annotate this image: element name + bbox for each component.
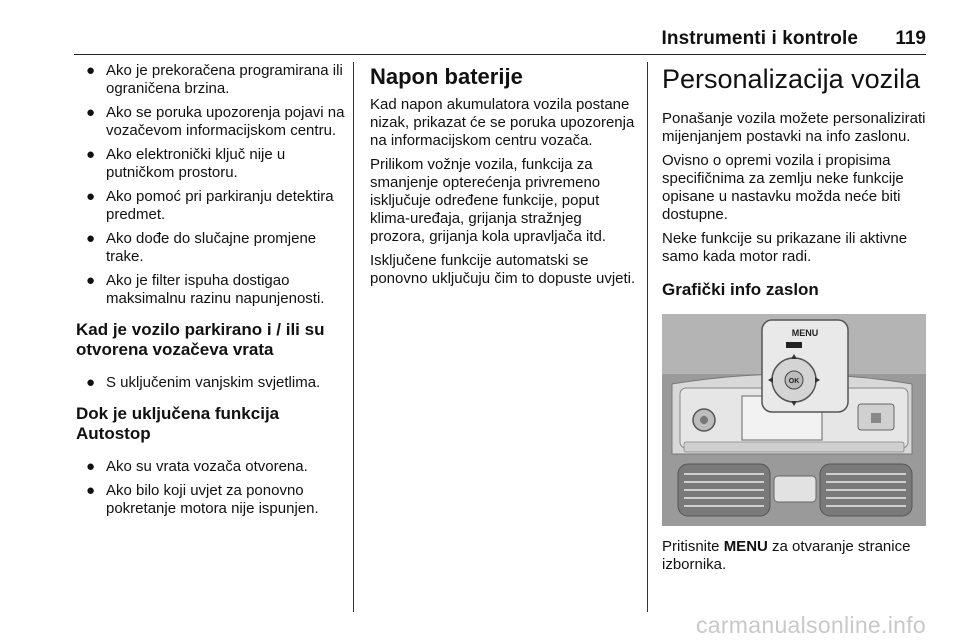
figure-caption: Pritisnite MENU za otvaranje stranice izbornika.: [662, 538, 911, 573]
subheading-graphic-display: Grafički info zaslon: [662, 280, 819, 299]
column-middle: [370, 62, 636, 294]
paragraph: Prilikom vožnje vozila, funkcija za smanjenje opterećenja privremeno isključuje određene funkcije, poput klima-uređaja, grijanja stražnjeg prozora, grijanja kola upravljača itd.: [370, 156, 606, 245]
paragraph: Isključene funkcije automatski se ponovno uključuju čim to dopuste uvjeti.: [370, 252, 636, 287]
bullet-icon: ●: [86, 482, 96, 499]
list-item: ● Ako bilo koji uvjet za ponovno pokretanje motora nije ispunjen.: [86, 482, 319, 517]
bullet-icon: ●: [86, 374, 96, 391]
list-item: ● Ako su vrata vozača otvorena.: [86, 458, 308, 475]
column-divider: [353, 62, 354, 612]
page-number: 119: [895, 28, 926, 49]
bullet-icon: ●: [86, 230, 96, 247]
list-item: ● Ako je filter ispuha dostigao maksimalnu razinu napunjenosti.: [86, 272, 325, 307]
bullet-icon: ●: [86, 146, 96, 163]
dashboard-controls-figure: [662, 314, 926, 526]
section-title-personalization: Personalizacija vozila: [662, 64, 921, 94]
column-left: [76, 62, 346, 524]
list-item: ● Ako je prekoračena programirana ili ograničena brzina.: [86, 62, 343, 97]
list-item: ● Ako dođe do slučajne promjene trake.: [86, 230, 317, 265]
list-item: ● Ako pomoć pri parkiranju detektira predmet.: [86, 188, 334, 223]
ok-label: OK: [788, 378, 800, 385]
warning-conditions-list: [76, 62, 346, 308]
autostop-conditions-list: [76, 458, 346, 518]
menu-label: MENU: [791, 328, 819, 338]
list-item: ● Ako se poruka upozorenja pojavi na vozačevom informacijskom centru.: [86, 104, 345, 139]
bullet-icon: ●: [86, 458, 96, 475]
column-divider: [647, 62, 648, 612]
paragraph: Ovisno o opremi vozila i propisima specifičnima za zemlju neke funkcije opisane u nastavku možda neće biti dostupne.: [662, 152, 904, 223]
list-item: ● S uključenim vanjskim svjetlima.: [86, 374, 321, 391]
paragraph: Neke funkcije su prikazane ili aktivne samo kada motor radi.: [662, 230, 908, 265]
page-header: [74, 28, 926, 55]
bullet-icon: ●: [86, 62, 96, 79]
section-heading-autostop: Dok je uključena funkcija Autostop: [76, 404, 280, 443]
header-title: Instrumenti i kontrole: [661, 28, 858, 49]
parked-conditions-list: [76, 374, 346, 392]
watermark: carmanualsonline.info: [695, 612, 926, 638]
list-item: ● Ako elektronički ključ nije u putničkom prostoru.: [86, 146, 286, 181]
paragraph: Kad napon akumulatora vozila postane nizak, prikazat će se poruka upozorenja na informacijskom centru vozača.: [370, 96, 635, 149]
bullet-icon: ●: [86, 272, 96, 289]
bullet-icon: ●: [86, 188, 96, 205]
paragraph: Ponašanje vozila možete personalizirati mijenjanjem postavki na info zaslonu.: [662, 110, 926, 145]
bullet-icon: ●: [86, 104, 96, 121]
section-heading-battery: Napon baterije: [370, 64, 523, 89]
column-right: [662, 62, 928, 580]
section-heading-parked: Kad je vozilo parkirano i / ili su otvorena vozačeva vrata: [76, 320, 325, 359]
